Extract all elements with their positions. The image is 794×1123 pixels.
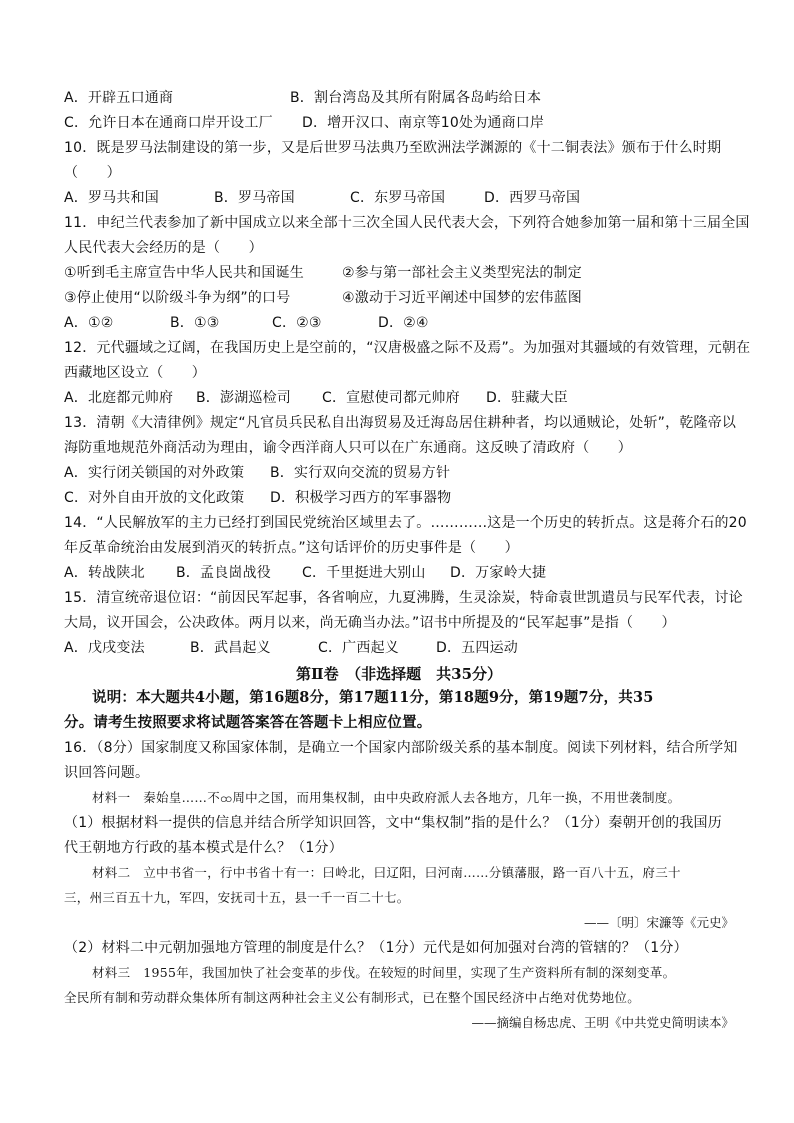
q16-material-2-source: ——〔明〕宋濂等《元史》 [583,915,734,930]
q11-option-a: A．①② [64,315,114,331]
q9-options-row-1 [64,88,541,108]
q11-option-b: B．①③ [170,315,220,331]
q11-item-1: ①听到毛主席宣告中华人民共和国诞生 [64,265,304,281]
q11-item-3: ③停止使用“以阶级斗争为纲”的口号 [64,290,291,306]
q15-options [64,638,518,658]
q13-stem-line-1: 13．清朝《大清律例》规定“凡官员兵民私自出海贸易及迁海岛居住耕种者，均以通贼论，处斩”，乾隆帝以 [64,415,737,431]
q16-sub-1-line-1: （1）根据材料一提供的信息并结合所学知识回答，文中“集权制”指的是什么？（1分）秦朝开创的我国历 [64,815,722,831]
q16-material-2-line-1: 材料二 立中书省一，行中书省十有一：曰岭北，曰辽阳，曰河南……分镇藩服，路一百八十五，府三十 [92,865,681,880]
q16-material-3-line-2: 全民所有制和劳动群众集体所有制这两种社会主义公有制形式，已在整个国民经济中占绝对优势地位。 [64,990,641,1005]
section-2-title: 第Ⅱ卷 （非选择题 共35分） [295,665,503,683]
q16-material-1: 材料一 秦始皇……不ထ周中之国，而用集权制，由中央政府派人去各地方，几年一换，不用世袭制度。 [92,790,681,805]
q14-stem-line-2: 年反革命统治由发展到消灭的转折点。”这句话评价的历史事件是（ ） [64,540,519,556]
q14-options [64,563,546,583]
q11-items-row-2 [64,288,582,308]
q13-options-row-2 [64,488,451,508]
q12-option-c: C．宣慰使司都元帅府 [322,390,460,406]
q11-stem-line-2: 人民代表大会经历的是（ ） [64,240,263,256]
q10-option-a: A．罗马共和国 [64,190,159,206]
q9-option-a: A．开辟五口通商 [64,90,174,106]
q15-option-c: C．广西起义 [318,640,399,656]
q15-stem-line-2: 大局，议开国会，公决政体。两月以来，尚无确当办法。”诏书中所提及的“民军起事”是指（ ） [64,615,676,631]
q11-stem-line-1: 11．申纪兰代表参加了新中国成立以来全部十三次全国人民代表大会，下列符合她参加第一届和第十三届全国 [64,215,750,231]
q15-option-d: D．五四运动 [436,640,518,656]
q16-material-2-line-2: 三，州三百五十九，军四，安抚司十五，县一千一百二十七。 [64,890,410,905]
q13-option-c: C．对外自由开放的文化政策 [64,490,245,506]
q12-stem-line-2: 西藏地区设立（ ） [64,365,206,381]
q12-stem-line-1: 12．元代疆域之辽阔，在我国历史上是空前的，“汉唐极盛之际不及焉”。为加强对其疆域的有效管理，元朝在 [64,340,751,356]
q16-stem-line-1: 16．（8分）国家制度又称国家体制，是确立一个国家内部阶级关系的基本制度。阅读下列材料，结合所学知 [64,740,738,756]
q14-option-d: D．万家岭大捷 [450,565,547,581]
q16-material-3-source: ——摘编自杨忠虎、王明《中共党史简明读本》 [471,1015,734,1030]
q14-option-c: C．千里挺进大别山 [302,565,426,581]
q11-item-4: ④激动于习近平阐述中国梦的宏伟蓝图 [342,290,582,306]
q13-option-a: A．实行闭关锁国的对外政策 [64,465,245,481]
q10-option-b: B．罗马帝国 [214,190,295,206]
q12-option-d: D．驻藏大臣 [486,390,568,406]
q11-items-row-1 [64,263,582,283]
section-2-note-line-2: 分。请考生按照要求将试题答案答在答题卡上相应位置。 [64,714,432,731]
q11-option-c: C．②③ [272,315,322,331]
section-2-note-line-1: 说明：本大题共4小题，第16题8分，第17题11分，第18题9分，第19题7分，共35 [92,689,654,706]
q11-option-d: D．②④ [378,315,429,331]
q12-option-a: A．北庭都元帅府 [64,390,174,406]
q13-stem-line-2: 海防重地规范外商活动为理由，谕令西洋商人只可以在广东通商。这反映了清政府（ ） [64,440,632,456]
q10-options [64,188,580,208]
q9-option-b: B．割台湾岛及其所有附属各岛屿给日本 [290,90,542,106]
q10-option-d: D．西罗马帝国 [484,190,581,206]
q9-options-row-2 [64,113,544,133]
q14-option-a: A．转战陕北 [64,565,145,581]
q11-item-2: ②参与第一部社会主义类型宪法的制定 [342,265,582,281]
q16-sub-1-line-2: 代王朝地方行政的基本模式是什么？（1分） [64,840,343,856]
q14-option-b: B．孟良崮战役 [176,565,272,581]
q15-stem-line-1: 15．清宣统帝退位诏：“前因民军起事，各省响应，九夏沸腾，生灵涂炭，特命袁世凯遣员与民军代表，讨论 [64,590,743,606]
q11-options [64,313,429,333]
q9-option-d: D．增开汉口、南京等10处为通商口岸 [302,115,545,131]
q13-option-d: D．积极学习西方的军事器物 [270,490,452,506]
q13-options-row-1 [64,463,450,483]
q13-option-b: B．实行双向交流的贸易方针 [270,465,451,481]
q16-material-3-line-1: 材料三 1955年，我国加快了社会变革的步伐。在较短的时间里，实现了生产资料所有制的深刻变革。 [92,965,676,980]
q14-stem-line-1: 14．“人民解放军的主力已经打到国民党统治区域里去了。…………这是一个历史的转折点。这是蒋介石的20 [64,515,747,531]
q10-stem-line-2: （ ） [64,165,121,181]
q15-option-a: A．戊戌变法 [64,640,145,656]
q9-option-c: C．允许日本在通商口岸开设工厂 [64,115,273,131]
q15-option-b: B．武昌起义 [190,640,271,656]
q12-options [64,388,568,408]
q16-stem-line-2: 识回答问题。 [64,765,150,781]
q16-sub-2: （2）材料二中元朝加强地方管理的制度是什么？（1分）元代是如何加强对台湾的管辖的？（1分） [64,940,688,956]
q12-option-b: B．澎湖巡检司 [196,390,292,406]
q10-option-c: C．东罗马帝国 [350,190,446,206]
q10-stem-line-1: 10．既是罗马法制建设的第一步，又是后世罗马法典乃至欧洲法学渊源的《十二铜表法》颁布于什么时期 [64,140,722,156]
